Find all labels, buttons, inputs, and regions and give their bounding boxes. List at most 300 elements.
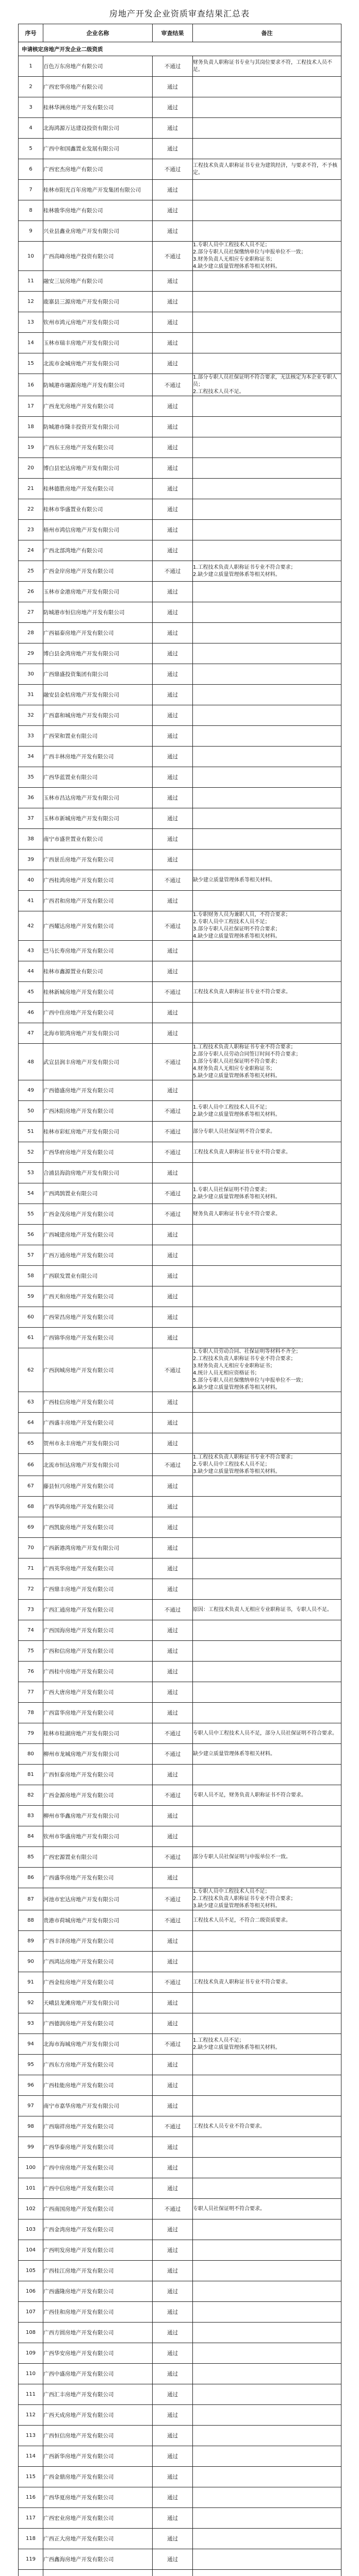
cell-review-result: 通过 [153,2405,193,2426]
cell-remark [193,1558,341,1579]
table-row [19,1204,341,1225]
cell-review-result: 通过 [153,1826,193,1847]
table-row [19,1497,341,1517]
table-row [19,1044,341,1080]
cell-seq: 13 [19,312,43,333]
cell-remark [193,941,341,961]
cell-seq: 51 [19,1122,43,1142]
cell-seq: 34 [19,747,43,767]
cell-company-name: 贵港市荷城房地产开发有限公司 [43,1910,153,1931]
table-row [19,1392,341,1413]
cell-seq: 74 [19,1620,43,1641]
cell-review-result: 通过 [153,1806,193,1826]
cell-remark [193,1579,341,1600]
cell-company-name: 武宣县润丰房地产开发有限公司 [43,1044,153,1080]
cell-remark [193,1931,341,1952]
cell-remark: 工程技术负责人职称证书专业为建筑经济，与要求不符，不予核定。 [193,159,341,180]
cell-remark [193,2426,341,2446]
cell-seq: 111 [19,2384,43,2405]
cell-company-name: 桂林市华盛置业有限公司 [43,499,153,520]
cell-seq: 28 [19,623,43,643]
cell-review-result: 通过 [153,139,193,159]
cell-remark [193,2570,341,2576]
cell-company-name: 天峨县龙滩房地产开发有限公司 [43,1993,153,2013]
table-row [19,271,341,292]
cell-company-name: 桂林华洲房地产开发有限公司 [43,97,153,118]
cell-seq: 17 [19,396,43,417]
table-row [19,1579,341,1600]
cell-company-name: 广西中盛房地产开发有限公司 [43,2364,153,2384]
cell-seq: 88 [19,1910,43,1931]
table-row [19,1307,341,1328]
table-row [19,2075,341,2096]
cell-review-result: 通过 [153,1023,193,1044]
cell-seq: 81 [19,1765,43,1785]
cell-company-name: 广西大唐房地产开发有限公司 [43,1682,153,1703]
cell-review-result: 通过 [153,1163,193,1183]
cell-company-name: 广西德润房地产开发有限公司 [43,2013,153,2034]
cell-review-result: 通过 [153,2137,193,2158]
table-row [19,374,341,396]
cell-review-result: 不通过 [153,982,193,1003]
cell-seq: 5 [19,139,43,159]
table-row [19,2219,341,2240]
cell-review-result: 通过 [153,2055,193,2075]
cell-review-result: 不通过 [153,1847,193,1868]
table-row [19,961,341,982]
table-row [19,1972,341,1993]
cell-company-name: 广西桂鸿房地产开发有限公司 [43,870,153,891]
table-row [19,2405,341,2426]
table-row [19,2343,341,2364]
table-row [19,417,341,437]
cell-review-result: 通过 [153,2467,193,2487]
cell-remark [193,1826,341,1847]
cell-company-name: 北流市金城房地产开发有限公司 [43,353,153,374]
cell-remark [193,333,341,353]
table-row [19,1703,341,1723]
cell-remark [193,1286,341,1307]
cell-company-name: 钦州市华盛房地产开发有限公司 [43,1826,153,1847]
cell-remark [193,1993,341,2013]
cell-remark: 1.专职人员中工程技术人员不足； 2.部分专职人员社保缴纳单位与申报单位不一致； 3.财务负责人无相应专业职称证书； 4.缺少建立质量管理体系等相关材料。 [193,242,341,271]
cell-seq: 109 [19,2343,43,2364]
header-seq: 序号 [19,24,43,42]
cell-remark [193,623,341,643]
cell-review-result: 不通过 [153,1910,193,1931]
cell-remark [193,747,341,767]
cell-remark [193,2446,341,2467]
cell-company-name: 广西凯旋房地产开发有限公司 [43,1517,153,1538]
cell-company-name: 合浦县海韵房地产开发有限公司 [43,1163,153,1183]
document-title: 房地产开发企业资质审查结果汇总表 [109,9,250,19]
cell-review-result: 通过 [153,1225,193,1245]
cell-company-name: 广西景岳房地产开发有限公司 [43,850,153,870]
cell-review-result: 通过 [153,1003,193,1023]
cell-seq: 72 [19,1579,43,1600]
table-row [19,1163,341,1183]
table-row [19,1806,341,1826]
cell-company-name: 广西华安房地产开发有限公司 [43,2343,153,2364]
cell-seq: 57 [19,1245,43,1266]
cell-review-result: 通过 [153,1579,193,1600]
cell-remark [193,2158,341,2178]
cell-company-name: 广西丰泽房地产开发有限公司 [43,1931,153,1952]
table-row [19,643,341,664]
cell-remark [193,2508,341,2529]
cell-seq: 59 [19,1286,43,1307]
cell-seq: 67 [19,1476,43,1497]
cell-remark [193,1163,341,1183]
cell-review-result: 不通过 [153,1785,193,1806]
cell-remark [193,1952,341,1972]
cell-company-name: 贺州市永丰房地产开发有限公司 [43,1433,153,1454]
cell-company-name: 广西金湾房地产开发有限公司 [43,2219,153,2240]
cell-review-result: 通过 [153,97,193,118]
cell-seq: 55 [19,1204,43,1225]
table-row [19,1744,341,1765]
cell-review-result: 通过 [153,2446,193,2467]
cell-company-name: 广西宏华房地产有限公司 [43,77,153,97]
table-row [19,1183,341,1204]
cell-remark [193,1497,341,1517]
cell-seq: 112 [19,2405,43,2426]
table-row [19,2240,341,2261]
cell-remark [193,499,341,520]
cell-company-name: 广西恒泰房地产开发有限公司 [43,1765,153,1785]
cell-seq: 99 [19,2137,43,2158]
cell-remark [193,200,341,221]
cell-seq: 19 [19,437,43,458]
table-row [19,1723,341,1744]
table-row [19,1122,341,1142]
cell-seq: 82 [19,1785,43,1806]
cell-seq: 61 [19,1328,43,1348]
cell-remark [193,1868,341,1888]
cell-review-result: 通过 [153,2096,193,2116]
cell-remark [193,2075,341,2096]
cell-remark: 工程技术负责人职称证书专业不符合要求。 [193,982,341,1003]
cell-review-result: 通过 [153,941,193,961]
cell-review-result: 不通过 [153,1888,193,1910]
cell-seq: 41 [19,891,43,911]
cell-remark: 1.工程技术负责人职称证书专业不符合要求； 2.缺少建立质量管理体系等相关材料。 [193,561,341,582]
cell-remark: 1.工程技术人员不足； 2.缺少建立质量管理体系等相关材料。 [193,2034,341,2055]
section-row [19,42,341,56]
cell-remark [193,520,341,540]
cell-review-result: 不通过 [153,870,193,891]
cell-seq: 44 [19,961,43,982]
cell-review-result: 不通过 [153,159,193,180]
header-row [19,24,341,42]
cell-seq: 4 [19,118,43,139]
cell-remark [193,2302,341,2323]
cell-company-name: 广西盛丰房地产开发有限公司 [43,1413,153,1433]
cell-company-name: 玉林市金港房地产开发有限公司 [43,582,153,602]
cell-seq: 75 [19,1641,43,1662]
table-row [19,1245,341,1266]
table-row [19,333,341,353]
table-row [19,1433,341,1454]
table-row [19,2446,341,2467]
cell-company-name: 玉林市昌达房地产开发有限公司 [43,788,153,808]
cell-seq: 100 [19,2158,43,2178]
table-row [19,396,341,417]
cell-company-name: 南宁市嘉华房地产开发有限公司 [43,2096,153,2116]
cell-review-result: 通过 [153,1662,193,1682]
cell-seq: 79 [19,1723,43,1744]
cell-company-name: 广西龙光房地产开发有限公司 [43,396,153,417]
cell-review-result: 通过 [153,180,193,200]
table-row [19,1328,341,1348]
cell-remark [193,312,341,333]
cell-seq [19,2570,43,2576]
cell-review-result: 通过 [153,520,193,540]
cell-seq: 22 [19,499,43,520]
table-header [19,24,341,56]
cell-remark [193,726,341,747]
cell-remark [193,664,341,685]
cell-remark [193,705,341,726]
cell-remark: 工程技术人员专业不符合要求。 [193,2116,341,2137]
cell-seq: 119 [19,2549,43,2570]
cell-company-name: 防城港市恒信房地产开发有限公司 [43,602,153,623]
cell-remark [193,2487,341,2508]
cell-company-name: 广西金桂房地产开发有限公司 [43,1972,153,1993]
cell-review-result: 通过 [153,1620,193,1641]
cell-seq: 47 [19,1023,43,1044]
cell-remark [193,1641,341,1662]
table-row [19,2487,341,2508]
cell-company-name: 梧州市鸿信房地产开发有限公司 [43,520,153,540]
table-row [19,200,341,221]
table-row [19,2034,341,2055]
cell-company-name: 柳州市龙城房地产开发有限公司 [43,1744,153,1765]
cell-remark [193,437,341,458]
cell-remark [193,2384,341,2405]
cell-remark [193,788,341,808]
cell-remark: 1.工程技术负责人职称证书专业不符合要求； 2.专职人员中工程技术人员不足； 3.缺少建立质量管理体系等相关材料。 [193,1454,341,1476]
cell-review-result: 通过 [153,1245,193,1266]
cell-company-name: 广西桂中房地产开发有限公司 [43,1662,153,1682]
cell-seq: 62 [19,1348,43,1392]
table-row [19,1348,341,1392]
cell-remark: 1.专职财务人员为兼职人员，不符合要求； 2.专职人员中工程技术人员不足； 3.部分专职人员社保证明不符合要求； 4.缺少建立质量管理体系等相关材料。 [193,911,341,941]
header-review-result: 审查结果 [153,24,193,42]
table-row [19,1993,341,2013]
cell-remark: 工程技术负责人职称证书专业不符合要求。 [193,1972,341,1993]
cell-company-name: 广西东王房地产开发有限公司 [43,437,153,458]
table-row [19,1225,341,1245]
cell-remark [193,2240,341,2261]
cell-company-name: 广西中信房地产开发有限公司 [43,2178,153,2199]
cell-seq: 60 [19,1307,43,1328]
cell-review-result: 通过 [153,2281,193,2302]
cell-review-result: 通过 [153,2364,193,2384]
cell-review-result: 通过 [153,1931,193,1952]
cell-review-result: 通过 [153,2508,193,2529]
cell-company-name: 广西金茂房地产开发有限公司 [43,1204,153,1225]
cell-company-name: 柳州市华鑫房地产开发有限公司 [43,1806,153,1826]
table-row [19,1765,341,1785]
cell-company-name: 广西荣和置业有限公司 [43,726,153,747]
table-row [19,2508,341,2529]
cell-company-name: 广西华夏房地产开发有限公司 [43,2487,153,2508]
table-row [19,77,341,97]
cell-seq: 102 [19,2199,43,2219]
cell-seq: 53 [19,1163,43,1183]
table-row [19,2096,341,2116]
cell-remark [193,829,341,850]
cell-review-result: 通过 [153,1517,193,1538]
cell-seq: 94 [19,2034,43,2055]
table-row [19,2467,341,2487]
cell-seq: 110 [19,2364,43,2384]
cell-remark [193,479,341,499]
cell-review-result: 不通过 [153,1183,193,1204]
cell-review-result: 不通过 [153,1348,193,1392]
cell-seq: 2 [19,77,43,97]
cell-seq: 10 [19,242,43,271]
cell-remark [193,221,341,242]
table-row [19,602,341,623]
cell-review-result: 通过 [153,643,193,664]
cell-remark: 财务负责人职称证书专业不符合要求。 [193,1204,341,1225]
cell-remark [193,2281,341,2302]
cell-seq: 20 [19,458,43,479]
cell-review-result: 通过 [153,2343,193,2364]
cell-company-name: 广西金岸房地产开发有限公司 [43,561,153,582]
review-result-table [18,24,341,2576]
cell-seq: 65 [19,1433,43,1454]
cell-review-result: 通过 [153,808,193,829]
table-row [19,1142,341,1163]
cell-review-result: 通过 [153,2323,193,2343]
cell-seq: 73 [19,1600,43,1620]
table-row [19,1286,341,1307]
cell-seq: 31 [19,685,43,705]
cell-seq: 95 [19,2055,43,2075]
cell-review-result: 通过 [153,1392,193,1413]
table-row [19,292,341,312]
table-row [19,1682,341,1703]
cell-remark [193,1476,341,1497]
cell-remark [193,118,341,139]
cell-seq: 29 [19,643,43,664]
cell-company-name: 广西华蓝置业有限公司 [43,767,153,788]
cell-remark [193,77,341,97]
cell-seq: 58 [19,1266,43,1286]
table-row [19,705,341,726]
cell-seq: 38 [19,829,43,850]
cell-review-result: 通过 [153,1080,193,1101]
cell-seq: 113 [19,2426,43,2446]
cell-company-name: 桂林德胜房地产开发有限公司 [43,479,153,499]
cell-review-result: 通过 [153,850,193,870]
table-row [19,118,341,139]
cell-review-result: 通过 [153,2158,193,2178]
cell-seq: 32 [19,705,43,726]
cell-company-name: 广西荣昌房地产开发有限公司 [43,1307,153,1328]
cell-review-result: 通过 [153,2178,193,2199]
cell-remark [193,2467,341,2487]
cell-remark [193,1620,341,1641]
cell-review-result: 通过 [153,582,193,602]
cell-review-result: 通过 [153,417,193,437]
cell-review-result: 不通过 [153,56,193,77]
table-row [19,2570,341,2576]
cell-review-result: 通过 [153,788,193,808]
cell-review-result: 通过 [153,602,193,623]
cell-review-result: 通过 [153,2240,193,2261]
cell-remark: 1.部分专职人员社保证明不符合要求，无法核定为本企业专职人员； 2.工程技术人员不足。 [193,374,341,396]
cell-remark [193,1307,341,1328]
cell-company-name: 广西金源房地产开发有限公司 [43,1785,153,1806]
cell-company-name: 防城港市融源房地产开发有限公司 [43,374,153,396]
table-row [19,1558,341,1579]
cell-remark: 工程技术负责人职称证书专业不符合要求。 [193,1142,341,1163]
cell-company-name: 广西沐阳房地产开发有限公司 [43,1101,153,1122]
cell-remark [193,1023,341,1044]
cell-seq: 87 [19,1888,43,1910]
cell-company-name: 广西桂江房地产开发有限公司 [43,2261,153,2281]
cell-seq: 77 [19,1682,43,1703]
cell-remark [193,850,341,870]
cell-company-name: 广西华府房地产开发有限公司 [43,1142,153,1163]
cell-company-name: 桂林市桂湖房地产开发有限公司 [43,1723,153,1744]
section-title: 申请核定房地产开发企业二级资质 [19,42,341,56]
cell-review-result: 通过 [153,2384,193,2405]
table-row [19,97,341,118]
cell-remark [193,2343,341,2364]
cell-seq: 85 [19,1847,43,1868]
table-row [19,2323,341,2343]
cell-company-name: 广西润城房地产开发有限公司 [43,1348,153,1392]
table-row [19,2055,341,2075]
cell-review-result: 通过 [153,1266,193,1286]
cell-remark [193,417,341,437]
cell-seq: 30 [19,664,43,685]
cell-remark [193,2549,341,2570]
cell-remark [193,2364,341,2384]
cell-company-name: 广西东方房地产开发有限公司 [43,2055,153,2075]
cell-review-result: 通过 [153,2529,193,2549]
table-row [19,56,341,77]
table-row [19,221,341,242]
cell-review-result: 通过 [153,1413,193,1433]
table-row [19,1517,341,1538]
cell-remark [193,292,341,312]
cell-remark [193,1328,341,1348]
cell-seq: 97 [19,2096,43,2116]
cell-seq: 117 [19,2508,43,2529]
cell-remark [193,1392,341,1413]
cell-company-name: 广西联发置业有限公司 [43,1266,153,1286]
table-row [19,437,341,458]
cell-remark [193,1433,341,1454]
cell-seq: 92 [19,1993,43,2013]
cell-remark: 1.专职人员劳动合同、社保证明等材料不齐全； 2.工程技术负责人职称证书专业不符合要求； 3.财务负责人无相应专业职称证书； 4.统计人员无相应资格证书； 5.部分专职人员社保缴纳单位与申报单位不一致； 6.缺少建立质量管理体系等相关材料。 [193,1348,341,1392]
cell-review-result: 通过 [153,2487,193,2508]
cell-company-name: 广西中佳房地产开发有限公司 [43,1003,153,1023]
cell-company-name: 广西汇丰房地产开发有限公司 [43,2384,153,2405]
cell-seq: 14 [19,333,43,353]
cell-review-result: 不通过 [153,1204,193,1225]
table-row [19,1003,341,1023]
cell-review-result: 不通过 [153,2034,193,2055]
table-row [19,829,341,850]
cell-seq: 68 [19,1497,43,1517]
